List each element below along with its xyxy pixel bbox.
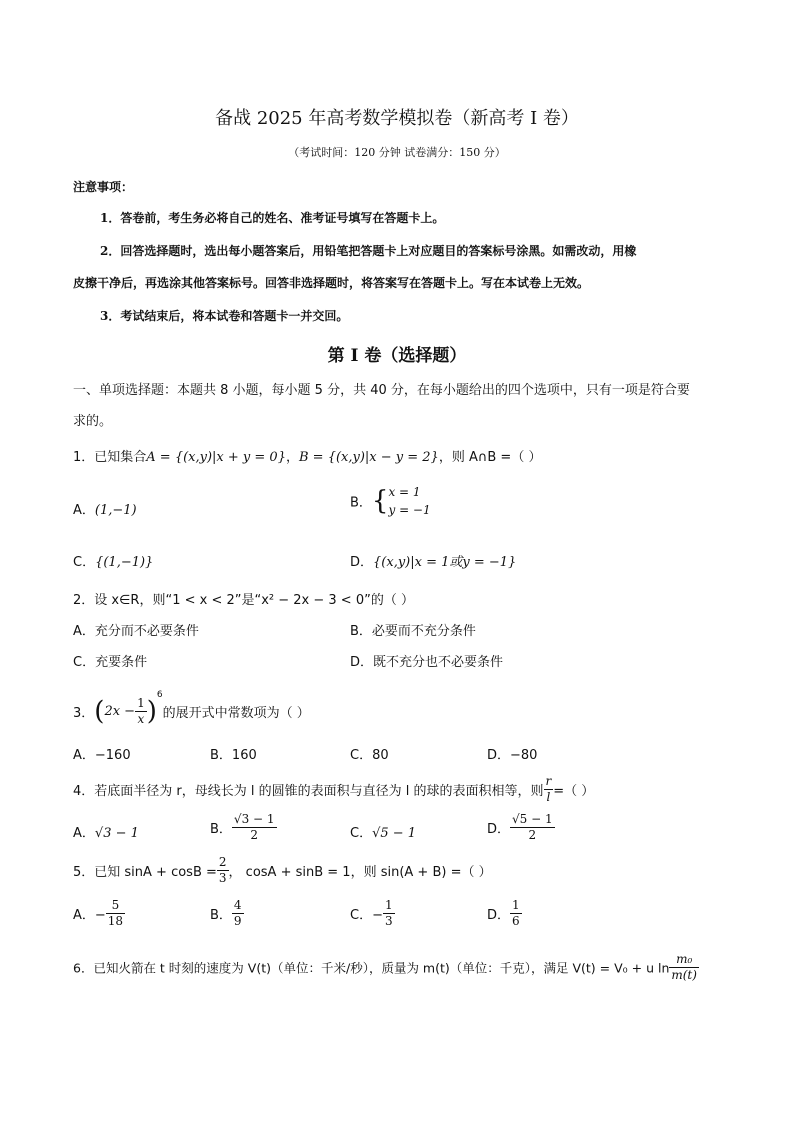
q5-b-num: 4 xyxy=(233,898,242,912)
q4-frac-den: l xyxy=(546,790,551,804)
q5-d-den: 6 xyxy=(512,914,520,928)
q5-b-label: B． xyxy=(210,908,232,923)
question-2-stem: 2．设 x∈R，则“1 < x < 2”是“x² − 2x − 3 < 0”的（ ） xyxy=(73,593,414,608)
q3-frac-den: x xyxy=(137,712,145,726)
q2-option-a: A．充分而不必要条件 xyxy=(73,624,199,639)
q4-suffix: =（ ） xyxy=(553,784,595,799)
q1-set-b: B = {(x,y)|x − y = 2} xyxy=(298,450,439,465)
q1-option-d xyxy=(350,551,516,570)
q1-option-c-text: {(1,−1)} xyxy=(95,555,154,570)
q5-d-num: 1 xyxy=(512,898,520,912)
q2-option-c: C．充要条件 xyxy=(73,655,148,670)
right-paren-icon: ) xyxy=(146,696,157,727)
q5-c-label: C．− xyxy=(350,908,383,923)
q4-d-den: 2 xyxy=(528,828,537,842)
question-3-stem xyxy=(73,690,310,727)
q5-b-fraction xyxy=(232,898,244,929)
q3-power: 6 xyxy=(156,690,163,700)
q4-b-num: √3 − 1 xyxy=(233,812,275,826)
instructions-line2: 求的。 xyxy=(73,414,113,429)
q4-b-den: 2 xyxy=(250,828,259,842)
q1-sep: ， xyxy=(285,450,299,465)
q1-option-d-text: {(x,y)|x = 1或y = −1} xyxy=(373,555,517,570)
q2-option-b: B．必要而不充分条件 xyxy=(350,624,476,639)
q3-number: 3． xyxy=(73,706,95,721)
instructions-line1: 一、单项选择题：本题共 8 小题，每小题 5 分，共 40 分，在每小题给出的四个选项中，只有一项是符合要 xyxy=(73,383,690,398)
q1-prefix: 1．已知集合 xyxy=(73,450,147,465)
q2-option-d: D．既不充分也不必要条件 xyxy=(350,655,504,670)
q4-stem-text: 4．若底面半径为 r，母线长为 l 的圆锥的表面积与直径为 l 的球的表面积相等，则 xyxy=(73,784,544,799)
q1-option-c-label: C． xyxy=(73,555,96,570)
q3-option-d: D．−80 xyxy=(487,748,538,763)
q3-fraction xyxy=(135,696,147,727)
question-6-stem xyxy=(73,952,699,983)
q5-option-d xyxy=(487,898,522,929)
q5-d-label: D． xyxy=(487,908,511,923)
q1-option-b-system xyxy=(388,483,430,519)
q4-a-label: A． xyxy=(73,826,95,841)
q4-b-label: B． xyxy=(210,822,232,837)
question-1-stem xyxy=(73,446,541,465)
q5-fraction xyxy=(217,855,229,886)
exam-title: 备战 2025 年高考数学模拟卷（新高考 I 卷） xyxy=(215,108,579,129)
q4-d-label: D． xyxy=(487,822,511,837)
question-4-stem xyxy=(73,774,594,805)
q3-expr-left: 2x − xyxy=(104,704,136,719)
q3-suffix: 的展开式中常数项为（ ） xyxy=(162,706,310,721)
q1-b-line1: x = 1 xyxy=(388,485,421,499)
notes-heading: 注意事项： xyxy=(73,180,134,194)
q5-c-den: 3 xyxy=(384,914,393,928)
q4-option-c xyxy=(350,822,416,841)
q1-b-line2: y = −1 xyxy=(388,503,431,517)
q1-option-c xyxy=(73,551,153,570)
q4-d-fraction xyxy=(510,812,555,843)
q5-option-a xyxy=(73,898,125,929)
q6-frac-num: m₀ xyxy=(669,952,699,968)
q4-b-fraction xyxy=(232,812,277,843)
exam-subtitle: （考试时间：120 分钟 试卷满分：150 分） xyxy=(288,146,506,159)
q6-fraction xyxy=(669,952,699,983)
q1-suffix: ，则 A∩B =（ ） xyxy=(438,450,542,465)
q5-d-fraction xyxy=(510,898,522,929)
note-2-line1: 2．回答选择题时，选出每小题答案后，用铅笔把答题卡上对应题目的答案标号涂黑。如需改动，用橡 xyxy=(100,244,637,258)
q1-option-a-text: (1,−1) xyxy=(94,503,137,518)
q4-option-d xyxy=(487,812,555,843)
q1-option-d-label: D． xyxy=(350,555,374,570)
section-title: 第 I 卷（选择题） xyxy=(327,346,467,366)
q1-option-b-label: B． xyxy=(350,495,372,511)
q1-option-a xyxy=(73,499,137,518)
q4-option-a xyxy=(73,822,139,841)
q3-frac-num: 1 xyxy=(137,696,145,710)
left-paren-icon: ( xyxy=(94,696,105,727)
q5-a-fraction xyxy=(106,898,125,929)
question-5-stem xyxy=(73,855,492,886)
q5-prefix: 5．已知 sinA + cosB = xyxy=(73,865,217,880)
q5-c-fraction xyxy=(383,898,395,929)
q5-frac-den: 3 xyxy=(218,871,227,885)
q4-fraction xyxy=(544,774,554,805)
q6-frac-den: m(t) xyxy=(671,968,697,982)
q1-set-a: A = {(x,y)|x + y = 0} xyxy=(146,450,286,465)
left-brace-icon: { xyxy=(371,486,389,516)
q1-option-b xyxy=(350,483,431,519)
note-2-line2: 皮擦干净后，再选涂其他答案标号。回答非选择题时，将答案写在答题卡上。写在本试卷上无效。 xyxy=(73,276,590,290)
q4-a-text: √3 − 1 xyxy=(94,826,139,841)
q5-option-c xyxy=(350,898,395,929)
q5-a-label: A．− xyxy=(73,908,106,923)
q4-c-text: √5 − 1 xyxy=(372,826,417,841)
q1-option-a-label: A． xyxy=(73,503,95,518)
q5-mid: ， cosA + sinB = 1，则 sin(A + B) =（ ） xyxy=(228,865,492,880)
q3-option-a: A．−160 xyxy=(73,748,131,763)
note-3: 3．考试结束后，将本试卷和答题卡一并交回。 xyxy=(100,309,349,323)
q4-d-num: √5 − 1 xyxy=(512,812,553,826)
q4-option-b xyxy=(210,812,277,843)
q4-frac-num: r xyxy=(545,774,552,788)
q6-stem-text: 6．已知火箭在 t 时刻的速度为 V(t)（单位：千米/秒），质量为 m(t)（单位：千克），满足 V(t) = V₀ + u ln xyxy=(73,960,670,976)
q5-c-num: 1 xyxy=(384,898,393,912)
q5-a-den: 18 xyxy=(107,914,124,928)
q5-b-den: 9 xyxy=(233,914,242,928)
q3-option-b: B．160 xyxy=(210,748,257,763)
q5-frac-num: 2 xyxy=(218,855,227,869)
q4-c-label: C． xyxy=(350,826,373,841)
q5-a-num: 5 xyxy=(106,898,125,914)
q5-option-b xyxy=(210,898,244,929)
note-1: 1．答卷前，考生务必将自己的姓名、准考证号填写在答题卡上。 xyxy=(100,211,445,225)
q3-option-c: C．80 xyxy=(350,748,389,763)
